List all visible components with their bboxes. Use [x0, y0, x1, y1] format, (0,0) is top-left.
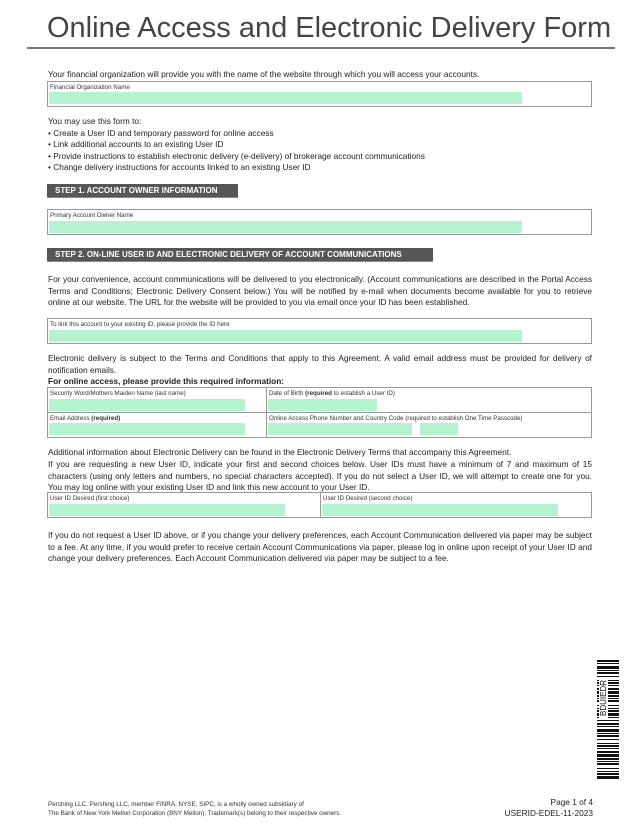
barcode-bar [597, 776, 619, 779]
phone-label: Online Access Phone Number and Country Code (required to establish One Time Passcode) [269, 415, 523, 422]
required-info-heading: For online access, please provide this required information: [48, 376, 285, 386]
uses-section [48, 116, 608, 174]
phone-number-input[interactable] [268, 423, 412, 435]
security-word-input[interactable] [49, 399, 245, 411]
terms-text: Electronic delivery is subject to the Terms and Conditions that apply to this Agreement. A valid email address must be provided for delivery of notification emails. [48, 353, 592, 375]
financial-org-input[interactable] [49, 92, 522, 104]
barcode-bar [597, 743, 619, 744]
security-word-label: Security Word/Mothers Maiden Name (last name) [50, 390, 186, 397]
dob-label: Date of Birth (required to establish a User ID) [269, 390, 395, 397]
email-label: Email Address (required) [50, 415, 121, 422]
barcode-bar [597, 663, 619, 664]
form-code: USERID-EDEL-11-2023 [504, 808, 593, 818]
list-item: • Provide instructions to establish electronic delivery (e-delivery) of brokerage account communications [48, 151, 608, 163]
userid-second-input[interactable] [322, 504, 558, 516]
email-input[interactable] [49, 423, 245, 435]
additional-info-text: Additional information about Electronic Delivery can be found in the Electronic Delivery Terms that accompany this Agreement. [48, 447, 512, 457]
barcode-bar [597, 751, 619, 753]
barcode-bar [597, 763, 619, 765]
page-title: Online Access and Electronic Delivery Form [47, 12, 612, 44]
barcode-bar [597, 726, 619, 727]
page-number: Page 1 of 4 [550, 797, 593, 807]
barcode-bar [597, 729, 619, 732]
step1-header-rule [47, 197, 238, 198]
list-item: • Create a User ID and temporary password for online access [48, 128, 608, 140]
barcode-bar [597, 670, 619, 671]
userid-first-label: User ID Desired (first choice) [50, 495, 130, 502]
barcode-bar [597, 754, 619, 757]
barcode-bar [597, 768, 619, 769]
dob-input[interactable] [268, 399, 377, 411]
step2-intro-text: For your convenience, account communications will be delivered to you electronically. (Account communications are described in the Portal Access Terms and Conditions; Electronic Delivery Consent below.) You will be notified by e-mail when documents become available for you to retrieve online at our website. The URL for the website will be provided to you via email once your ID has been established. [48, 274, 592, 308]
link-id-label: To link this account to your existing ID, please provide the ID here [50, 321, 230, 328]
step2-header-rule [47, 261, 433, 262]
barcode-bar [597, 758, 619, 760]
userid-choices-box [47, 492, 592, 518]
barcode-bar [597, 771, 619, 772]
barcode-bar [597, 748, 619, 749]
barcode-bar [597, 666, 619, 669]
footer-line: The Bank of New York Mellon Corporation (BNY Mellon). Trademark(s) belong to their respective owners. [48, 810, 342, 817]
barcode-bar [597, 773, 619, 775]
step1-header: STEP 1. ACCOUNT OWNER INFORMATION [47, 184, 238, 197]
financial-org-label: Financial Organization Name [50, 84, 130, 91]
list-item: • Change delivery instructions for accounts linked to an existing User ID [48, 162, 608, 174]
list-item: • Link additional accounts to an existing User ID [48, 139, 608, 151]
required-info-grid [47, 387, 592, 438]
country-code-input[interactable] [420, 423, 458, 435]
paper-fee-text: If you do not request a User ID above, or if you change your delivery preferences, each Account Communication delivered via paper may be subject to a fee. At any time, if you would prefer to receive certain Account Communications via paper, please log in online upon receipt of your User ID and change your delivery preferences. Each Account Communication delivered via paper may be subject to a fee. [48, 530, 592, 564]
barcode-bar [597, 735, 619, 737]
title-divider [27, 47, 615, 49]
barcode-bar [597, 672, 619, 674]
primary-owner-input[interactable] [49, 221, 522, 233]
uses-heading: You may use this form to: [48, 116, 142, 126]
financial-org-box [47, 81, 592, 107]
barcode-bar [597, 761, 619, 762]
barcode-bar [597, 733, 619, 734]
footer-line: Pershing LLC. Pershing LLC, member FINRA, NYSE, SIPC, is a wholly owned subsidiary of [48, 801, 304, 808]
link-id-box [47, 318, 592, 344]
barcode-bar [597, 739, 619, 740]
barcode-text: BDUIEDR [599, 679, 608, 716]
link-id-input[interactable] [49, 330, 522, 342]
step2-header: STEP 2. ON-LINE USER ID AND ELECTRONIC DELIVERY OF ACCOUNT COMMUNICATIONS [47, 248, 433, 261]
intro-text: Your financial organization will provide you with the name of the website through which you will access your accounts. [48, 69, 480, 79]
userid-first-input[interactable] [49, 504, 285, 516]
footer-legal [48, 800, 341, 818]
barcode-bar [597, 723, 619, 725]
grid-divider [320, 493, 321, 517]
primary-owner-label: Primary Account Owner Name [50, 212, 134, 219]
primary-owner-box [47, 209, 592, 235]
barcode-bar [597, 676, 619, 677]
barcode-bar [597, 745, 619, 747]
barcode-bar [597, 660, 619, 662]
userid-second-label: User ID Desired (second choice) [323, 495, 413, 502]
userid-instructions-text: If you are requesting a new User ID, indicate your first and second choices below. User IDs must have a minimum of 7 and maximum of 15 characters (using only letters and numbers, no special characters accepted). If you do not select a User ID, we will attempt to create one for you. You may log online with your existing User ID and link this new account to your User ID. [48, 459, 592, 493]
page-info [505, 797, 593, 819]
grid-divider [48, 412, 591, 413]
barcode-bar [597, 720, 619, 721]
